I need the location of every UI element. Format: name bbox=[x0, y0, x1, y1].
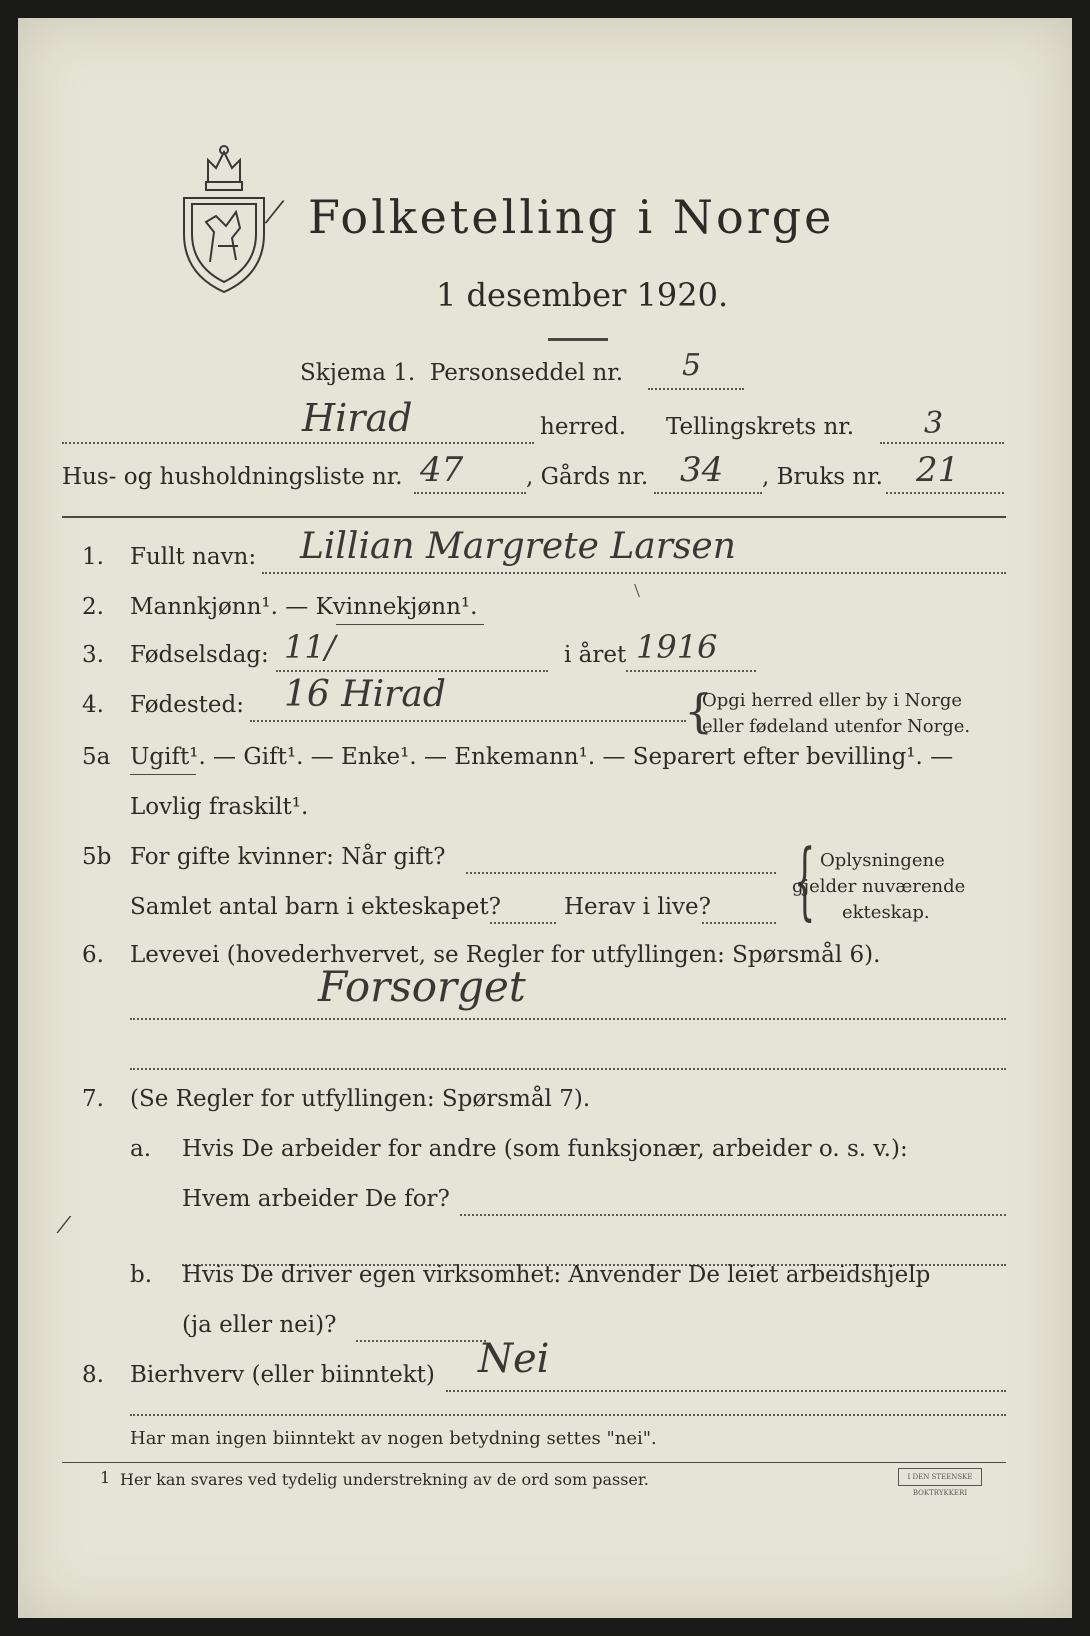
birthday-field-line bbox=[276, 670, 548, 672]
census-form bbox=[18, 18, 1072, 1618]
personseddel-field-line bbox=[648, 388, 744, 390]
footnote-text: Her kan svares ved tydelig understrekning av de ord som passer. bbox=[120, 1470, 649, 1489]
gender-label: Mannkjønn¹. — Kvinnekjønn¹. bbox=[130, 594, 478, 620]
children-total-label: Samlet antal barn i ekteskapet? bbox=[130, 894, 501, 920]
form-date: 1 desember 1920. bbox=[436, 276, 729, 314]
secondary-income-field-line bbox=[446, 1390, 1006, 1392]
gards-value[interactable]: 34 bbox=[680, 450, 724, 490]
birthplace-note-brace: { bbox=[684, 684, 714, 738]
q3-number: 3. bbox=[82, 642, 104, 668]
footer-divider bbox=[130, 1414, 1006, 1416]
q2-number: 2. bbox=[82, 594, 104, 620]
birthplace-label: Fødested: bbox=[130, 692, 245, 718]
secondary-income-value[interactable]: Nei bbox=[478, 1336, 550, 1382]
header-divider bbox=[62, 516, 1006, 518]
birthplace-value[interactable]: 16 Hirad bbox=[284, 674, 446, 715]
margin-mark: ⁄ bbox=[62, 1214, 66, 1239]
bruks-value[interactable]: 21 bbox=[916, 450, 960, 490]
q7-number: 7. bbox=[82, 1086, 104, 1112]
q5a-number: 5a bbox=[82, 744, 111, 770]
form-title: Folketelling i Norge bbox=[308, 190, 835, 244]
employer-label: Hvem arbeider De for? bbox=[182, 1186, 450, 1212]
herred-value[interactable]: Hirad bbox=[302, 396, 413, 440]
skjema-label: Skjema 1. Personseddel nr. bbox=[300, 360, 624, 386]
bruks-field-line bbox=[886, 492, 1004, 494]
hired-help-label: (ja eller nei)? bbox=[182, 1312, 337, 1338]
q7a-letter: a. bbox=[130, 1136, 152, 1162]
birth-year-value[interactable]: 1916 bbox=[636, 628, 718, 666]
married-when-field-line bbox=[466, 872, 776, 874]
occupation-field-line2 bbox=[130, 1068, 1006, 1070]
occupation-field-line1 bbox=[130, 1018, 1006, 1020]
q4-number: 4. bbox=[82, 692, 104, 718]
gards-field-line bbox=[654, 492, 762, 494]
married-when-label: For gifte kvinner: Når gift? bbox=[130, 844, 446, 870]
kvinnekjonn-underline bbox=[336, 624, 484, 625]
pen-mark bbox=[634, 584, 640, 597]
occupation-value[interactable]: Forsorget bbox=[318, 962, 526, 1011]
marriage-note-line3: ekteskap. bbox=[842, 902, 930, 923]
printer-stamp: I DEN STEENSKE BOKTRYKKERI bbox=[898, 1468, 982, 1486]
herred-field-line bbox=[62, 442, 534, 444]
q7b-letter: b. bbox=[130, 1262, 153, 1288]
children-total-field-line bbox=[490, 922, 556, 924]
children-alive-label: Herav i live? bbox=[564, 894, 711, 920]
marriage-note-brace: { bbox=[794, 831, 816, 929]
ugift-underline bbox=[130, 774, 196, 775]
birthplace-note-line2: eller fødeland utenfor Norge. bbox=[702, 716, 971, 737]
birth-year-field-line bbox=[626, 670, 756, 672]
hired-help-field-line bbox=[356, 1340, 486, 1342]
q1-number: 1. bbox=[82, 544, 104, 570]
tick-mark: ⁄ bbox=[272, 196, 278, 231]
footnote-rule bbox=[62, 1462, 1006, 1463]
tellingskrets-field-line bbox=[880, 442, 1004, 444]
children-alive-field-line bbox=[702, 922, 776, 924]
birth-year-label: i året bbox=[564, 642, 627, 668]
secondary-income-label: Bierhverv (eller biinntekt) bbox=[130, 1362, 435, 1388]
husholdningsliste-field-line bbox=[414, 492, 526, 494]
q8-number: 8. bbox=[82, 1362, 104, 1388]
footnote-number: 1 bbox=[100, 1468, 111, 1487]
marital-status-options: Ugift¹. — Gift¹. — Enke¹. — Enkemann¹. — Separert efter bevilling¹. — bbox=[130, 744, 954, 770]
personseddel-value[interactable]: 5 bbox=[682, 348, 702, 383]
no-income-note: Har man ingen biinntekt av nogen betydning settes "nei". bbox=[130, 1428, 657, 1449]
birthplace-field-line bbox=[250, 720, 686, 722]
husholdningsliste-label: Hus- og husholdningsliste nr. bbox=[62, 464, 403, 490]
employer-field-line1 bbox=[460, 1214, 1006, 1216]
herred-label: herred. bbox=[540, 414, 627, 440]
marital-status-options-line2: Lovlig fraskilt¹. bbox=[130, 794, 309, 820]
husholdningsliste-value[interactable]: 47 bbox=[420, 450, 464, 490]
tellingskrets-value[interactable]: 3 bbox=[924, 406, 944, 441]
q7-label: (Se Regler for utfyllingen: Spørsmål 7). bbox=[130, 1086, 591, 1112]
title-divider bbox=[548, 338, 608, 341]
full-name-value[interactable]: Lillian Margrete Larsen bbox=[300, 526, 736, 567]
bruks-label: , Bruks nr. bbox=[762, 464, 883, 490]
occupation-label: Levevei (hovederhvervet, se Regler for utfyllingen: Spørsmål 6). bbox=[130, 942, 881, 968]
gards-label: , Gårds nr. bbox=[526, 464, 649, 490]
q7a-question: Hvis De arbeider for andre (som funksjonær, arbeider o. s. v.): bbox=[182, 1136, 908, 1162]
q7b-question: Hvis De driver egen virksomhet: Anvender De leiet arbeidshjelp bbox=[182, 1262, 931, 1288]
q1-label: Fullt navn: bbox=[130, 544, 257, 570]
tellingskrets-label: Tellingskrets nr. bbox=[666, 414, 855, 440]
q6-number: 6. bbox=[82, 942, 104, 968]
marriage-note-line1: Oplysningene bbox=[820, 850, 945, 871]
q5b-number: 5b bbox=[82, 844, 112, 870]
marriage-note-line2: gjelder nuværende bbox=[792, 876, 966, 897]
coat-of-arms-icon bbox=[178, 142, 270, 294]
q1-field-line bbox=[262, 572, 1006, 574]
birthplace-note-line1: Opgi herred eller by i Norge bbox=[702, 690, 963, 711]
birthday-label: Fødselsdag: bbox=[130, 642, 269, 668]
birthday-value[interactable]: 11/ bbox=[284, 628, 336, 666]
